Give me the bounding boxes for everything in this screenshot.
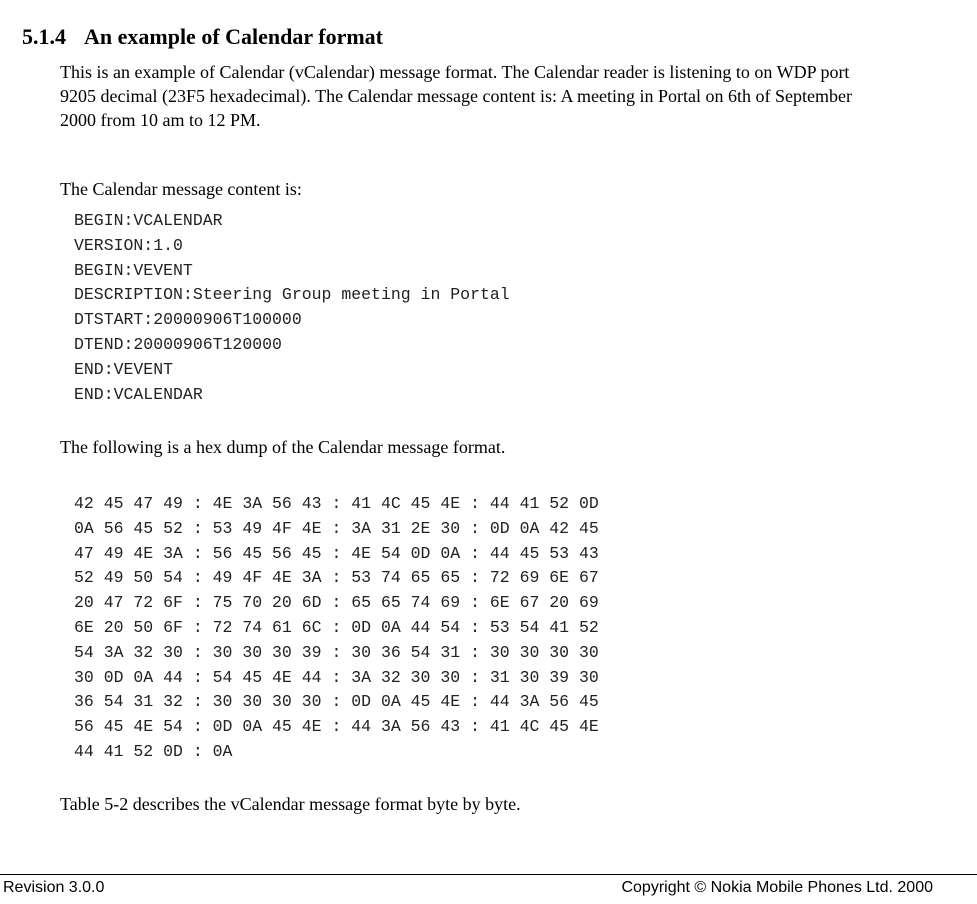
code-line: DTSTART:20000906T100000 xyxy=(74,310,302,330)
code-line: VERSION:1.0 xyxy=(74,235,183,255)
code-line: BEGIN:VEVENT xyxy=(74,260,193,280)
intro-line: 9205 decimal (23F5 hexadecimal). The Calendar message content is: A meeting in Portal on 6th of September xyxy=(60,86,852,106)
footer-copyright: Copyright © Nokia Mobile Phones Ltd. 2000 xyxy=(621,879,933,896)
table-reference: Table 5-2 describes the vCalendar message format byte by byte. xyxy=(60,794,521,814)
footer-revision: Revision 3.0.0 xyxy=(3,879,105,896)
hex-row: 54 3A 32 30 : 30 30 30 39 : 30 36 54 31 : 30 30 30 30 xyxy=(74,642,599,662)
hex-row: 30 0D 0A 44 : 54 45 4E 44 : 3A 32 30 30 : 31 30 39 30 xyxy=(74,667,599,687)
code-line: END:VEVENT xyxy=(74,359,174,379)
content-label: The Calendar message content is: xyxy=(60,179,302,199)
footer-divider xyxy=(0,874,977,875)
code-line: END:VCALENDAR xyxy=(74,384,203,404)
section-title: An example of Calendar format xyxy=(84,24,383,49)
hex-row: 44 41 52 0D : 0A xyxy=(74,741,233,761)
hex-dump xyxy=(74,492,599,765)
hex-row: 47 49 4E 3A : 56 45 56 45 : 4E 54 0D 0A : 44 45 53 43 xyxy=(74,543,599,563)
intro-paragraph xyxy=(60,60,950,132)
code-line: DTEND:20000906T120000 xyxy=(74,334,282,354)
code-line: DESCRIPTION:Steering Group meeting in Portal xyxy=(74,285,510,305)
hex-row: 52 49 50 54 : 49 4F 4E 3A : 53 74 65 65 : 72 69 6E 67 xyxy=(74,568,599,588)
vcalendar-code-block xyxy=(74,209,510,407)
hex-row: 36 54 31 32 : 30 30 30 30 : 0D 0A 45 4E : 44 3A 56 45 xyxy=(74,692,599,712)
hex-row: 42 45 47 49 : 4E 3A 56 43 : 41 4C 45 4E : 44 41 52 0D xyxy=(74,494,599,513)
intro-line: This is an example of Calendar (vCalendar) message format. The Calendar reader is listening to on WDP port xyxy=(60,62,850,82)
code-line: BEGIN:VCALENDAR xyxy=(74,211,223,230)
section-heading xyxy=(22,24,383,50)
hex-row: 20 47 72 6F : 75 70 20 6D : 65 65 74 69 : 6E 67 20 69 xyxy=(74,593,599,613)
hex-label: The following is a hex dump of the Calendar message format. xyxy=(60,437,506,457)
hex-row: 56 45 4E 54 : 0D 0A 45 4E : 44 3A 56 43 : 41 4C 45 4E xyxy=(74,717,599,737)
section-number: 5.1.4 xyxy=(22,24,66,49)
intro-line: 2000 from 10 am to 12 PM. xyxy=(60,110,261,130)
hex-row: 6E 20 50 6F : 72 74 61 6C : 0D 0A 44 54 : 53 54 41 52 xyxy=(74,617,599,637)
hex-row: 0A 56 45 52 : 53 49 4F 4E : 3A 31 2E 30 : 0D 0A 42 45 xyxy=(74,518,599,538)
